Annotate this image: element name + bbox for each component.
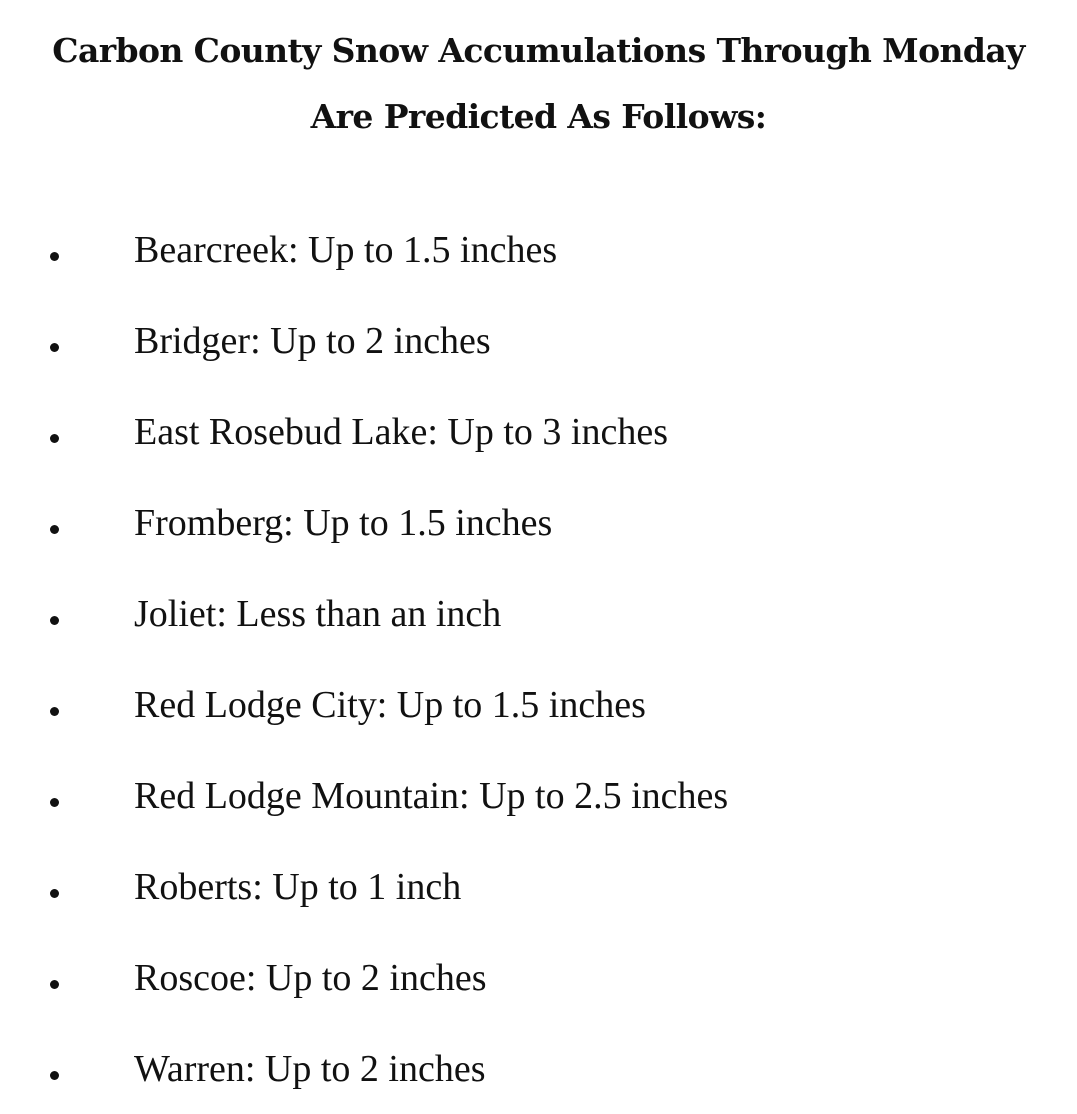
forecast-roscoe: Roscoe: Up to 2 inches bbox=[134, 956, 487, 999]
bullet-icon bbox=[50, 798, 59, 807]
snow-forecast-list bbox=[0, 204, 1077, 1114]
list-item bbox=[0, 1023, 1077, 1114]
forecast-joliet: Joliet: Less than an inch bbox=[134, 592, 502, 635]
bullet-icon bbox=[50, 707, 59, 716]
bullet-icon bbox=[50, 434, 59, 443]
page-title bbox=[0, 0, 1077, 150]
bullet-icon bbox=[50, 616, 59, 625]
list-item bbox=[0, 750, 1077, 841]
forecast-red-lodge-mountain: Red Lodge Mountain: Up to 2.5 inches bbox=[134, 774, 729, 817]
list-item bbox=[0, 568, 1077, 659]
bullet-icon bbox=[50, 525, 59, 534]
list-item bbox=[0, 204, 1077, 295]
forecast-fromberg: Fromberg: Up to 1.5 inches bbox=[134, 501, 553, 544]
list-item bbox=[0, 841, 1077, 932]
bullet-icon bbox=[50, 1071, 59, 1080]
forecast-east-rosebud-lake: East Rosebud Lake: Up to 3 inches bbox=[134, 410, 669, 453]
bullet-icon bbox=[50, 889, 59, 898]
title-line-2: Are Predicted As Follows: bbox=[310, 97, 767, 136]
forecast-red-lodge-city: Red Lodge City: Up to 1.5 inches bbox=[134, 683, 646, 726]
list-item bbox=[0, 295, 1077, 386]
forecast-warren: Warren: Up to 2 inches bbox=[134, 1047, 486, 1090]
list-item bbox=[0, 932, 1077, 1023]
bullet-icon bbox=[50, 252, 59, 261]
forecast-bearcreek: Bearcreek: Up to 1.5 inches bbox=[134, 228, 558, 271]
bullet-icon bbox=[50, 980, 59, 989]
list-item bbox=[0, 477, 1077, 568]
forecast-bridger: Bridger: Up to 2 inches bbox=[134, 319, 491, 362]
list-item bbox=[0, 386, 1077, 477]
bullet-icon bbox=[50, 343, 59, 352]
forecast-roberts: Roberts: Up to 1 inch bbox=[134, 865, 462, 908]
list-item bbox=[0, 659, 1077, 750]
title-line-1: Carbon County Snow Accumulations Through Monday bbox=[52, 31, 1025, 70]
